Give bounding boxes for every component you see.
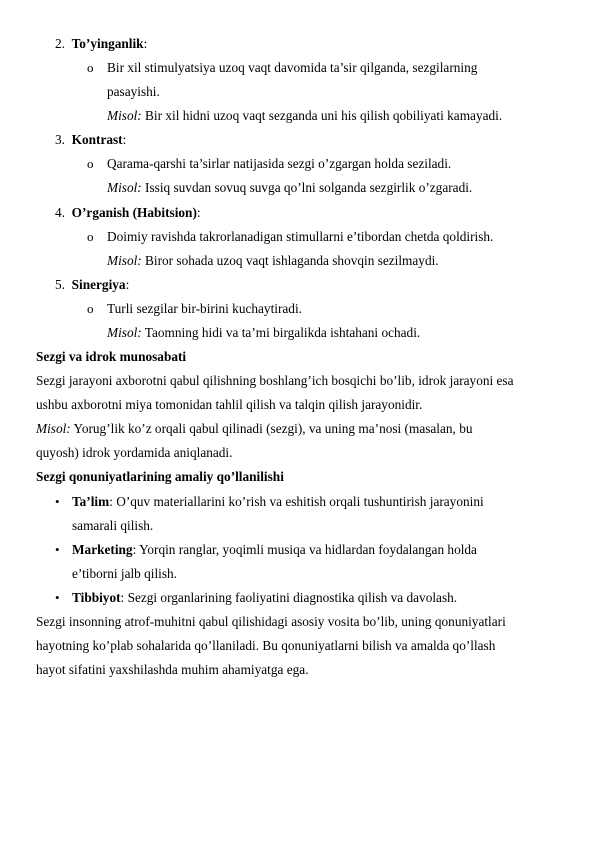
example-text: Taomning hidi va ta’mi birgalikda ishtahani ochadi. [141,325,421,340]
item-number: 5. [55,277,65,292]
bullet-term: Tibbiyot [72,590,121,605]
section-heading-text: Sezgi va idrok munosabati [36,349,187,364]
bullet-marker: • [55,590,60,605]
numbered-item-4 [55,205,201,221]
item-colon: : [143,36,148,51]
section-heading [36,469,284,485]
example-text: Yorug’lik ko’z orqali qabul qilinadi (sezgi), va uning ma’nosi (masalan, bu [70,421,473,436]
item-term: To’yinganlik [71,36,144,51]
paragraph-line: ushbu axborotni miya tomonidan tahlil qilish va talqin qilish jarayonidir. [36,397,423,412]
bullet-text-cont: samarali qilish. [72,518,154,533]
bullet-term: Ta’lim [72,494,110,509]
bullet-item [72,542,477,558]
sub-item-text: Turli sezgilar bir-birini kuchaytiradi. [107,301,302,316]
sub-item-text: Qarama-qarshi ta’sirlar natijasida sezgi o’zgargan holda seziladi. [107,156,452,171]
example-line [107,253,439,269]
example-line [107,180,472,196]
item-number: 3. [55,132,65,147]
numbered-item-2 [55,36,147,52]
item-term: O’rganish (Habitsion) [71,205,197,220]
example-line [107,108,502,124]
sub-item-text: Doimiy ravishda takrorlanadigan stimullarni e’tibordan chetda qoldirish. [107,229,494,244]
example-label: Misol: [107,253,142,268]
example-label: Misol: [107,108,142,123]
item-number: 2. [55,36,65,51]
bullet-marker: • [55,494,60,509]
bullet-text: : Sezgi organlarining faoliyatini diagnostika qilish va davolash. [120,590,458,605]
item-term: Kontrast [71,132,123,147]
sub-bullet-marker: o [87,60,94,75]
example-text: Biror sohada uzoq vaqt ishlaganda shovqin sezilmaydi. [141,253,439,268]
paragraph-line: Sezgi jarayoni axborotni qabul qilishning boshlang’ich bosqichi bo’lib, idrok jarayoni esa [36,373,514,388]
example-line [107,325,420,341]
bullet-text: : Yorqin ranglar, yoqimli musiqa va hidlardan foydalangan holda [132,542,477,557]
conclusion-line: hayot sifatini yaxshilashda muhim ahamiyatga ega. [36,662,309,677]
item-term: Sinergiya [71,277,126,292]
item-colon: : [125,277,130,292]
sub-item-text-cont: pasayishi. [107,84,160,99]
numbered-item-3 [55,132,126,148]
bullet-marker: • [55,542,60,557]
conclusion-line: Sezgi insonning atrof-muhitni qabul qilishidagi asosiy vosita bo’lib, uning qonuniyatlari [36,614,506,629]
sub-bullet-marker: o [87,156,94,171]
example-label: Misol: [107,180,142,195]
example-text: Bir xil hidni uzoq vaqt sezganda uni his qilish qobiliyati kamayadi. [141,108,503,123]
example-text: Issiq suvdan sovuq suvga qo’lni solganda sezgirlik o’zgaradi. [141,180,473,195]
example-line-cont: quyosh) idrok yordamida aniqlanadi. [36,445,233,460]
bullet-item [72,494,484,510]
section-heading-text: Sezgi qonuniyatlarining amaliy qo’llanilishi [36,469,284,484]
bullet-item [72,590,457,606]
sub-bullet-marker: o [87,301,94,316]
section-heading [36,349,186,365]
item-number: 4. [55,205,65,220]
numbered-item-5 [55,277,129,293]
sub-bullet-marker: o [87,229,94,244]
conclusion-line: hayotning ko’plab sohalarida qo’llaniladi. Bu qonuniyatlarni bilish va amalda qo’llash [36,638,496,653]
bullet-text: : O’quv materiallarini ko’rish va eshitish orqali tushuntirish jarayonini [109,494,484,509]
bullet-term: Marketing [72,542,133,557]
item-colon: : [122,132,127,147]
item-colon: : [196,205,201,220]
sub-item-text: Bir xil stimulyatsiya uzoq vaqt davomida ta’sir qilganda, sezgilarning [107,60,478,75]
example-label: Misol: [36,421,71,436]
bullet-text-cont: e’tiborni jalb qilish. [72,566,178,581]
example-line [36,421,473,437]
example-label: Misol: [107,325,142,340]
